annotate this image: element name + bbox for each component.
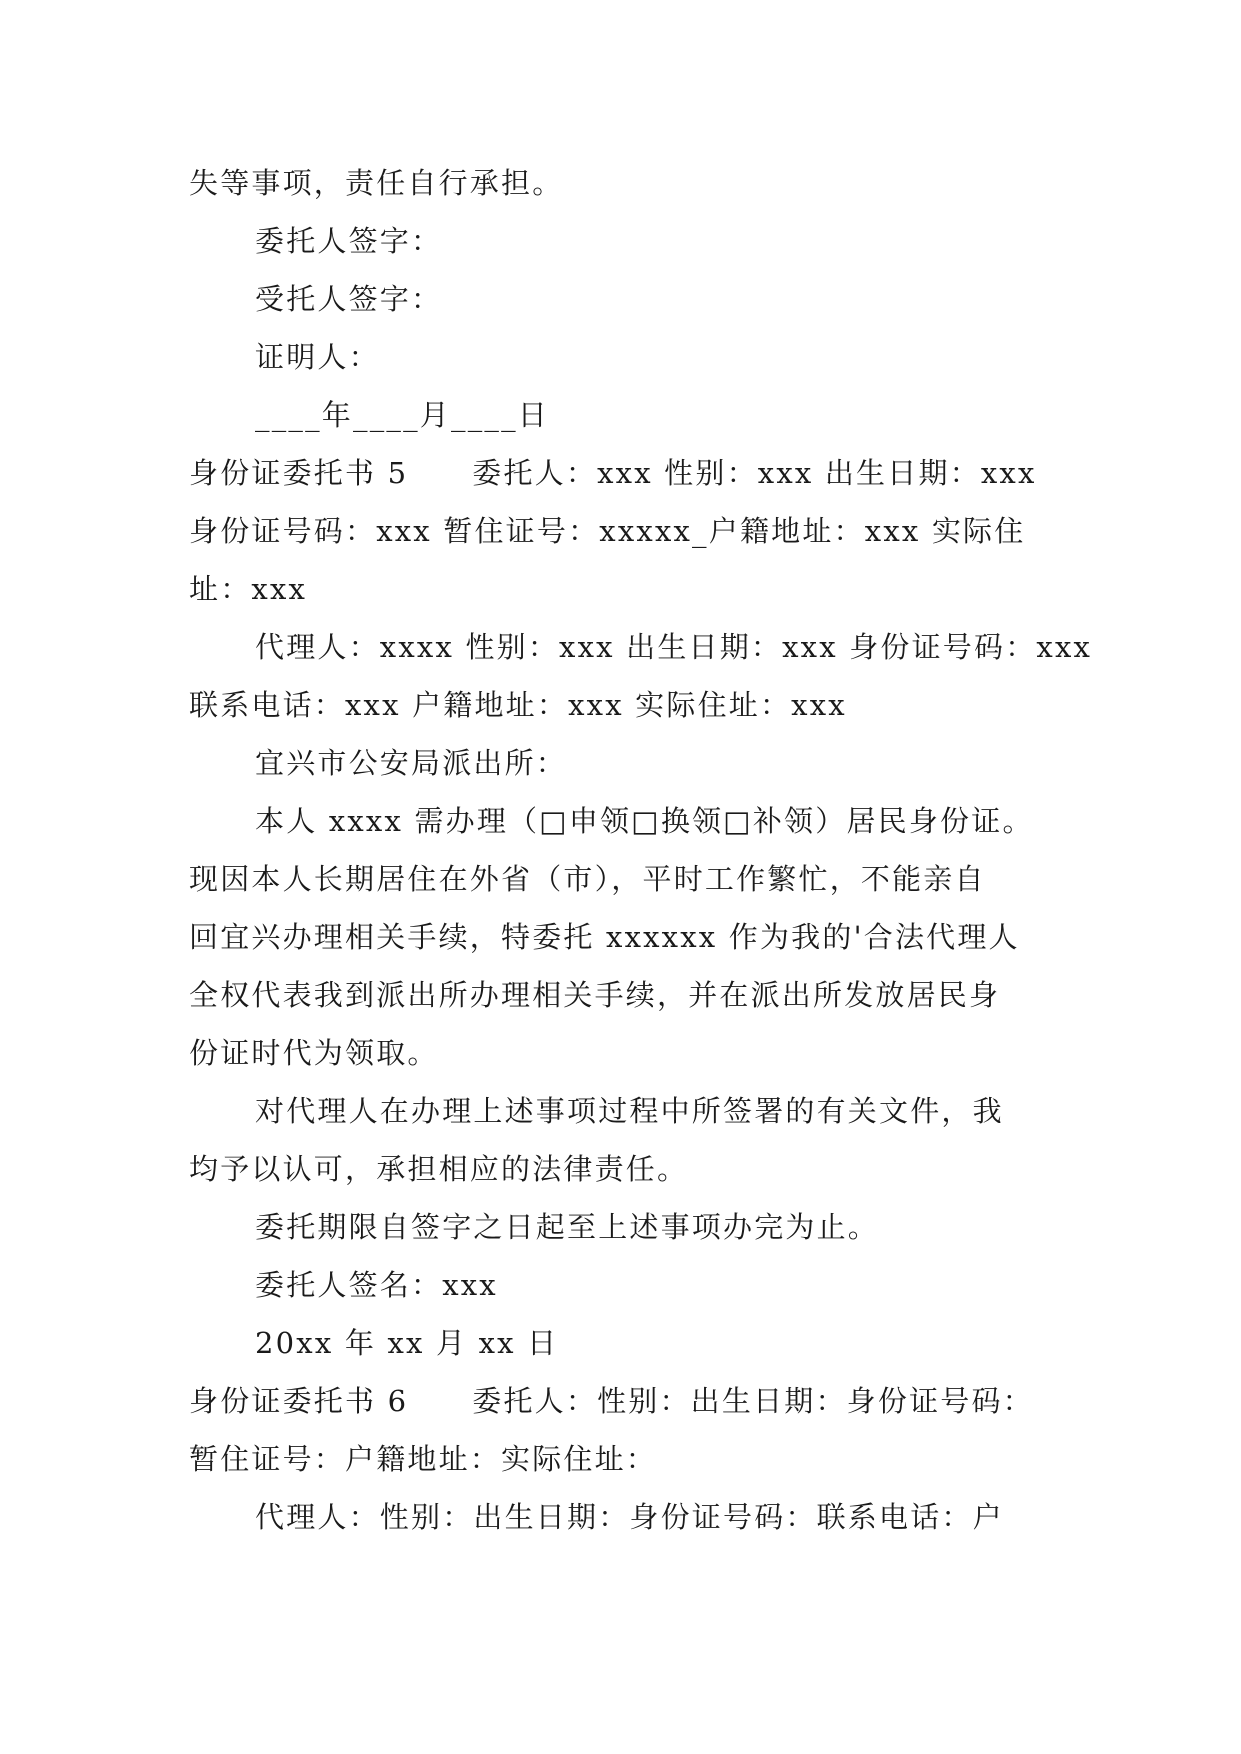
section-heading: 身份证委托书 6 <box>189 1384 409 1418</box>
date-line: 20xx 年 xx 月 xx 日 <box>255 1326 559 1360</box>
text-line: 回宜兴办理相关手续，特委托 xxxxxx 作为我的'合法代理人 <box>189 920 1020 954</box>
addressee-line: 宜兴市公安局派出所： <box>255 746 568 780</box>
document-body <box>189 154 1093 1546</box>
text-line: 证明人： <box>255 340 380 374</box>
text-line: 代理人：性别：出生日期：身份证号码：联系电话：户 <box>255 1500 1004 1534</box>
text-line: 委托人签字： <box>255 224 443 258</box>
text-line: 委托人：性别：出生日期：身份证号码： <box>472 1384 1034 1418</box>
text-line: 代理人：xxxx 性别：xxx 出生日期：xxx 身份证号码：xxx <box>255 630 1093 664</box>
text-line: 失等事项，责任自行承担。 <box>189 166 564 200</box>
text-line: 委托期限自签字之日起至上述事项办完为止。 <box>255 1210 880 1244</box>
text-line: 委托人：xxx 性别：xxx 出生日期：xxx <box>472 456 1037 490</box>
text-line: 对代理人在办理上述事项过程中所签署的有关文件，我 <box>255 1094 1004 1128</box>
text-line: 联系电话：xxx 户籍地址：xxx 实际住址：xxx <box>189 688 847 722</box>
section-heading-line <box>189 444 1059 502</box>
text-line: 现因本人长期居住在外省（市），平时工作繁忙，不能亲自 <box>189 862 986 896</box>
text-line: 暂住证号：户籍地址：实际住址： <box>189 1442 658 1476</box>
text-line: 址：xxx <box>189 572 308 606</box>
text-line: 全权代表我到派出所办理相关手续，并在派出所发放居民身 <box>189 978 1001 1012</box>
text-line: 身份证号码：xxx 暂住证号：xxxxx_户籍地址：xxx 实际住 <box>189 514 1026 548</box>
text-line: 均予以认可，承担相应的法律责任。 <box>189 1152 689 1186</box>
text-line: 本人 xxxx 需办理（□申领□换领□补领）居民身份证。 <box>255 804 1034 838</box>
section-heading: 身份证委托书 5 <box>189 456 409 490</box>
date-blank-line: ____年____月____日 <box>255 398 550 432</box>
text-line: 份证时代为领取。 <box>189 1036 439 1070</box>
section-heading-line <box>189 1372 1059 1430</box>
signature-line: 委托人签名：xxx <box>255 1268 498 1302</box>
text-line: 受托人签字： <box>255 282 443 316</box>
